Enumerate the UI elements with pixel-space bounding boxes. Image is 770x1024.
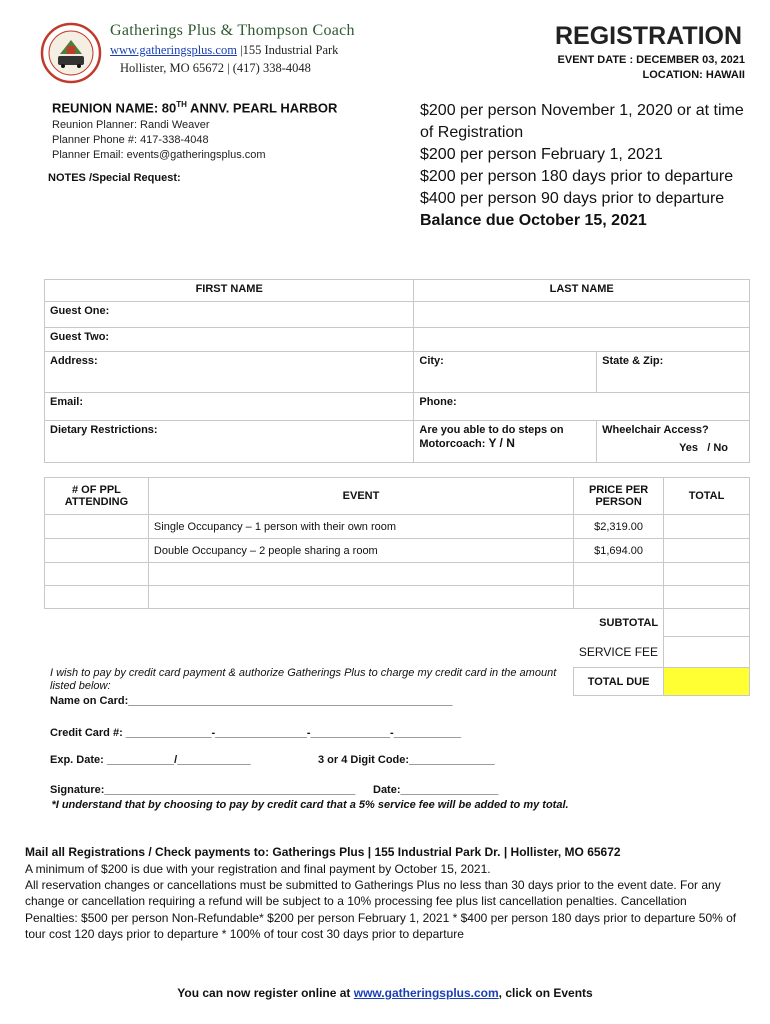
- address-field[interactable]: [45, 352, 414, 393]
- guest-two-first-name-field[interactable]: [45, 328, 414, 352]
- dietary-field[interactable]: [45, 421, 414, 463]
- website-address-line: [110, 43, 338, 58]
- subtotal-label: SUBTOTAL: [45, 609, 664, 637]
- footer-website-link[interactable]: www.gatheringsplus.com: [353, 986, 499, 1000]
- price-tier-1: $200 per person November 1, 2020 or at time of Registration: [420, 102, 744, 141]
- guest-one-label: Guest One:: [50, 305, 110, 317]
- blank-row-2-total[interactable]: [664, 586, 750, 609]
- first-name-header: FIRST NAME: [45, 280, 414, 302]
- last-name-header: LAST NAME: [414, 280, 750, 302]
- notes-label: NOTES /Special Request:: [48, 172, 181, 184]
- single-ppl-field[interactable]: [45, 515, 149, 539]
- pricing-list: [420, 100, 750, 232]
- credit-card-field[interactable]: Credit Card #: ______________-_______________-_____________-___________: [50, 727, 462, 739]
- event-date: EVENT DATE : DECEMBER 03, 2021: [557, 54, 745, 66]
- mail-terms: [25, 861, 740, 942]
- steps-question: [414, 421, 597, 463]
- state-zip-field[interactable]: [597, 352, 750, 393]
- ppl-attending-header: # OF PPL ATTENDING: [45, 478, 149, 515]
- website-link[interactable]: www.gatheringsplus.com: [110, 43, 237, 57]
- reunion-name-suffix: ANNV. PEARL HARBOR: [186, 100, 338, 116]
- minimum-payment-note: A minimum of $200 is due with your registration and final payment by October 15, 2021.: [25, 862, 491, 876]
- email-field[interactable]: [45, 393, 414, 421]
- wheelchair-question: [597, 421, 750, 463]
- street-address: |155 Industrial Park: [236, 43, 339, 57]
- footer-prefix: You can now register online at: [177, 986, 354, 1000]
- blank-row-2-ppl[interactable]: [45, 586, 149, 609]
- total-header: TOTAL: [664, 478, 750, 515]
- motorcoach-label: Motorcoach:: [419, 438, 486, 450]
- blank-row-2-price[interactable]: [574, 586, 664, 609]
- dietary-label: Dietary Restrictions:: [50, 424, 158, 436]
- wheelchair-yes-no-option[interactable]: Yes / No: [679, 442, 728, 454]
- name-on-card-field[interactable]: Name on Card:_____________________________________________________: [50, 695, 453, 707]
- subtotal-field[interactable]: [664, 609, 750, 637]
- steps-question-line1: Are you able to do steps on: [419, 424, 564, 436]
- phone-field[interactable]: [414, 393, 750, 421]
- guest-two-label: Guest Two:: [50, 331, 110, 343]
- cancellation-policy: All reservation changes or cancellations must be submitted to Gatherings Plus no less than 30 days prior to the event date. For any change or cancellation requiring a refund will be subject to a 10% processing fee plus list cancellation penalties. Cancellation Penalties: $500 per person Non-Refundable* $200 per person February 1, 2021 * $400 per person 180 days prior to departure 50% of tour cost 120 days prior to departure * 100% of tour cost 30 days prior to departure: [25, 878, 737, 941]
- company-logo: [40, 22, 102, 84]
- date-field[interactable]: Date:________________: [373, 784, 499, 796]
- service-fee-notice: *I understand that by choosing to pay by credit card that a 5% service fee will be added to my total.: [51, 799, 569, 811]
- address-label: Address:: [50, 355, 98, 367]
- guest-two-last-name-field[interactable]: [414, 328, 750, 352]
- price-per-person-header: PRICE PER PERSON: [574, 478, 664, 515]
- reunion-name-sup: TH: [176, 100, 187, 109]
- page-title: REGISTRATION: [555, 22, 743, 50]
- price-tier-4: $400 per person 90 days prior to departure: [420, 190, 725, 207]
- security-code-field[interactable]: 3 or 4 Digit Code:______________: [318, 754, 495, 766]
- reunion-name: [52, 100, 337, 115]
- guest-one-last-name-field[interactable]: [414, 302, 750, 328]
- blank-row-1-price[interactable]: [574, 563, 664, 586]
- blank-row-1-event[interactable]: [148, 563, 573, 586]
- single-total-field[interactable]: [664, 515, 750, 539]
- city-phone-line: Hollister, MO 65672 | (417) 338-4048: [120, 61, 311, 75]
- planner-phone: Planner Phone #: 417-338-4048: [52, 134, 209, 146]
- reunion-planner: Reunion Planner: Randi Weaver: [52, 119, 210, 131]
- state-zip-label: State & Zip:: [602, 355, 664, 367]
- double-occupancy-event: Double Occupancy – 2 people sharing a room: [148, 539, 573, 563]
- planner-email: Planner Email: events@gatheringsplus.com: [52, 149, 266, 161]
- blank-row-1-ppl[interactable]: [45, 563, 149, 586]
- signature-field[interactable]: Signature:_________________________________________: [50, 784, 356, 796]
- price-tier-3: $200 per person 180 days prior to departure: [420, 168, 734, 185]
- blank-row-2-event[interactable]: [148, 586, 573, 609]
- email-label: Email:: [50, 396, 84, 408]
- city-label: City:: [419, 355, 444, 367]
- single-occupancy-price: $2,319.00: [574, 515, 664, 539]
- single-occupancy-event: Single Occupancy – 1 person with their own room: [148, 515, 573, 539]
- authorize-statement: I wish to pay by credit card payment & authorize Gatherings Plus to charge my credit card in the amount listed below:: [50, 667, 557, 692]
- total-due-label: TOTAL DUE: [574, 668, 664, 696]
- event-header: EVENT: [148, 478, 573, 515]
- reunion-name-prefix: REUNION NAME: 80: [52, 100, 177, 116]
- price-tier-2: $200 per person February 1, 2021: [420, 146, 663, 163]
- total-due-field[interactable]: [664, 668, 750, 696]
- wheelchair-label: Wheelchair Access?: [602, 424, 709, 436]
- steps-yes-no-option[interactable]: Y / N: [488, 436, 515, 450]
- double-occupancy-price: $1,694.00: [574, 539, 664, 563]
- blank-row-1-total[interactable]: [664, 563, 750, 586]
- double-total-field[interactable]: [664, 539, 750, 563]
- footer-suffix: , click on Events: [498, 986, 593, 1000]
- double-ppl-field[interactable]: [45, 539, 149, 563]
- steps-question-line2: [419, 436, 591, 450]
- guest-one-first-name-field[interactable]: [45, 302, 414, 328]
- service-fee-field[interactable]: [664, 637, 750, 668]
- service-fee-label: SERVICE FEE: [45, 637, 664, 668]
- city-field[interactable]: [414, 352, 597, 393]
- company-name: Gatherings Plus & Thompson Coach: [110, 22, 355, 39]
- guest-info-table: [44, 279, 750, 463]
- mail-heading: Mail all Registrations / Check payments to: Gatherings Plus | 155 Industrial Park Dr. | Hollister, MO 65672: [25, 845, 621, 859]
- exp-date-field[interactable]: Exp. Date: ___________/____________: [50, 754, 251, 766]
- phone-label: Phone:: [419, 396, 457, 408]
- online-registration-note: [0, 986, 770, 1000]
- event-location: LOCATION: HAWAII: [642, 69, 745, 81]
- event-pricing-table: [44, 477, 750, 696]
- balance-due: Balance due October 15, 2021: [420, 212, 647, 229]
